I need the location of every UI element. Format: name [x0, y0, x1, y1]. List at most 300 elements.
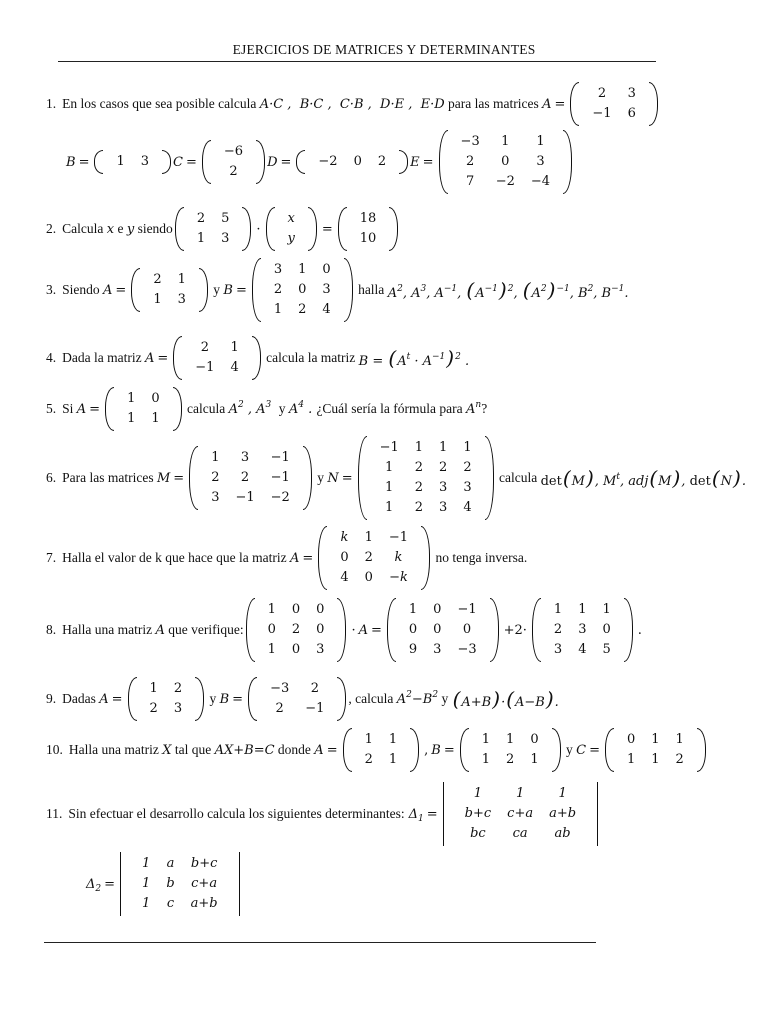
exercise-text: Sin efectuar el desarrollo calcula los siguientes determinantes:: [68, 806, 405, 821]
matrix-row: [457, 824, 584, 844]
exercise-text: calcula: [183, 401, 229, 416]
matrix-entry: 0: [433, 622, 442, 637]
matrix-entry: −1: [305, 701, 325, 716]
matrix-entry: 1: [506, 732, 515, 747]
matrix-entry: −2: [318, 154, 338, 169]
matrix-A: [173, 336, 260, 380]
matrix-row: [189, 229, 238, 249]
matrix-entry: 1: [651, 752, 660, 767]
exercise-number: 4.: [46, 350, 57, 365]
matrix-entry: 1: [501, 134, 510, 149]
matrix-C: [605, 728, 706, 772]
matrix-row: [332, 568, 416, 588]
exercise-text: calcula: [495, 470, 541, 485]
matrix-entry: 3: [240, 450, 250, 465]
exercise-number: 10.: [46, 742, 63, 757]
matrix-entry: c: [166, 896, 175, 911]
exercise-text: Halla una matriz: [62, 622, 156, 637]
matrix-B: [252, 258, 353, 322]
determinant-1: [443, 782, 598, 846]
matrix-entry: 1: [516, 786, 525, 801]
matrix-entry: 1: [481, 752, 491, 767]
matrix-A: [105, 387, 182, 431]
exercise-3: 3. Siendo A = 2 1 1 3 y B = 3 1 0 2 0 3 1 2 4 halla $A^2$, $A^3$, $A^{-1}$, $(A^{-1})^2$, $(A^2)^{-1}$, $B^2$, $B^{-1}$.: [46, 258, 629, 322]
matrix-row: [352, 229, 385, 249]
matrix-entry: 1: [153, 292, 162, 307]
footer-rule: [44, 942, 596, 943]
exercise-text: Para las matrices: [62, 470, 157, 485]
matrix-row: [280, 229, 303, 249]
matrix-entry: 0: [602, 622, 611, 637]
matrix-entry: −2: [495, 174, 515, 189]
matrix-row: [145, 270, 194, 290]
matrix-entry: 0: [322, 262, 331, 277]
matrix-row: [187, 358, 246, 378]
page-title: EJERCICIOS DE MATRICES Y DETERMINANTES: [232, 42, 536, 57]
matrix-name: A: [542, 96, 552, 112]
matrix-entry: −1: [457, 602, 477, 617]
matrix-D: [296, 150, 408, 174]
matrix-row: [189, 209, 238, 229]
matrix-entry: 2: [273, 282, 283, 297]
matrix-right: [532, 598, 633, 662]
matrix-row: [457, 784, 584, 804]
matrix-entry: 0: [530, 732, 539, 747]
matrix-table: [401, 600, 485, 660]
matrix-entry: 1: [267, 602, 276, 617]
matrix-entry: 1: [530, 752, 539, 767]
matrix-row: [352, 209, 385, 229]
exercise-text: que verifique:: [164, 622, 244, 637]
matrix-entry: 3: [273, 262, 283, 277]
matrix-left: [246, 598, 347, 662]
matrix-entry: 3: [221, 231, 230, 246]
matrix-entry: 2: [465, 154, 475, 169]
matrix-entry: 0: [316, 622, 325, 637]
matrix-entry: −1: [379, 440, 399, 455]
matrix-entry: 0: [151, 391, 160, 406]
matrix-entry: 2: [211, 470, 220, 485]
exercise-text: Calcula: [62, 221, 107, 236]
matrix-unknowns: [266, 207, 317, 251]
matrix-row: [310, 152, 394, 172]
matrix-entry: 2: [675, 752, 684, 767]
matrix-entry: 7: [465, 174, 475, 189]
matrix-entry: 1: [536, 134, 545, 149]
exercise-text: siendo: [134, 221, 173, 236]
matrix-entry: 3: [140, 154, 150, 169]
matrix-row: [357, 730, 406, 750]
product-list: A·C , B·C , C·B , D·E , E·D: [259, 96, 445, 112]
matrix-row: [546, 600, 619, 620]
matrix-entry: 2: [229, 164, 238, 179]
matrix-entry: 6: [627, 106, 636, 121]
matrix-entry: y: [287, 231, 295, 246]
matrix-B: [460, 728, 561, 772]
matrix-entry: 1: [553, 602, 563, 617]
matrix-entry: 3: [316, 642, 325, 657]
matrix-row: [619, 730, 692, 750]
matrix-name: B: [66, 154, 76, 170]
matrix-table: [119, 389, 168, 429]
matrix-row: [357, 750, 406, 770]
matrix-row: [119, 389, 168, 409]
matrix-entry: −2: [270, 490, 290, 505]
matrix-table: [142, 679, 191, 719]
matrix-entry: 0: [291, 642, 301, 657]
matrix-entry: 2: [377, 154, 387, 169]
matrix-entry: 0: [340, 550, 349, 565]
matrix-table: [262, 679, 332, 719]
matrix-row: [401, 620, 485, 640]
matrix-row: [401, 600, 485, 620]
matrix-entry: 1: [414, 440, 424, 455]
matrix-entry: 1: [626, 752, 636, 767]
matrix-entry: 3: [322, 282, 331, 297]
exercise-2: 2. Calcula x e y siendo 2 5 1 3 · x y = 18 10: [46, 207, 400, 251]
exercise-number: 11.: [46, 806, 63, 821]
exercise-text: para las matrices: [444, 96, 543, 111]
matrix-entry: 1: [196, 231, 206, 246]
matrix-entry: 2: [298, 302, 307, 317]
matrix-entry: c+a: [191, 876, 218, 891]
matrix-row: [262, 699, 332, 719]
matrix-entry: 1: [602, 602, 611, 617]
matrix-row: [119, 409, 168, 429]
matrix-row: [203, 488, 298, 508]
matrix-entry: a+b: [190, 896, 218, 911]
exercise-11: 11. Sin efectuar el desarrollo calcula los siguientes determinantes: $\Delta_1$ = 1 1 1 b+c c+a a+b bc ca ab: [46, 782, 600, 846]
matrix-entry: 1: [473, 786, 483, 801]
matrix-entry: 2: [240, 470, 250, 485]
matrix-entry: 4: [340, 570, 349, 585]
matrix-entry: k: [340, 530, 349, 545]
matrix-entry: 1: [408, 602, 418, 617]
matrix-row: [332, 528, 416, 548]
matrix-entry: 2: [506, 752, 515, 767]
matrix-entry: 9: [408, 642, 418, 657]
matrix-A: [131, 268, 208, 312]
matrix-entry: 1: [675, 732, 684, 747]
matrix-entry: ab: [554, 826, 571, 841]
matrix-table: [310, 152, 394, 172]
matrix-table: [372, 438, 480, 518]
matrix-entry: −3: [270, 681, 290, 696]
matrix-entry: −1: [235, 490, 255, 505]
matrix-table: [108, 152, 157, 172]
matrix-row: [266, 300, 339, 320]
matrix-entry: −1: [195, 360, 215, 375]
matrix-coefficients: [175, 207, 252, 251]
matrix-entry: 3: [173, 701, 183, 716]
matrix-table: [332, 528, 416, 588]
matrix-entry: 1: [142, 856, 151, 871]
matrix-row: [216, 142, 251, 162]
matrix-entry: 5: [602, 642, 611, 657]
matrix-entry: 1: [142, 876, 151, 891]
exercise-number: 3.: [46, 282, 57, 297]
matrix-entry: b+c: [464, 806, 492, 821]
matrix-row: [134, 854, 226, 874]
matrix-A: [318, 526, 430, 590]
matrix-entry: 1: [558, 786, 567, 801]
matrix-entry: 0: [626, 732, 636, 747]
matrix-row: [372, 458, 480, 478]
matrix-entry: 0: [291, 602, 301, 617]
exercise-text: calcula la matriz: [262, 350, 359, 365]
matrix-entry: 3: [439, 500, 448, 515]
matrix-entry: 0: [267, 622, 276, 637]
exercise-1: 1. En los casos que sea posible calcula A·C , B·C , C·B , D·E , E·D para las matrices A = 2 3 −1 6: [46, 82, 660, 126]
matrix-A: [570, 82, 657, 126]
matrix-entry: 18: [359, 211, 377, 226]
matrix-entry: 1: [230, 340, 239, 355]
matrix-table: [357, 730, 406, 770]
matrix-entry: 1: [481, 732, 491, 747]
exercise-6: 6. Para las matrices M = 1 3 −1 2 2 −1 3 −1 −2 y N = −1 1 1 1 1 2 2 2 1 2 3 3 1 2 3 4 calcula det(M), $M^t$, adj(M), det(N).: [46, 436, 746, 520]
matrix-C: [202, 140, 265, 184]
matrix-table: [280, 209, 303, 249]
header-rule: [58, 61, 656, 62]
exercise-text: Dada la matriz: [62, 350, 145, 365]
matrix-B: [248, 677, 346, 721]
matrix-entry: 0: [408, 622, 418, 637]
matrix-entry: 1: [388, 732, 398, 747]
exercise-text: , calcula: [348, 691, 397, 706]
matrix-name: E: [410, 154, 420, 170]
matrix-row: [280, 209, 303, 229]
matrix-row: [266, 280, 339, 300]
matrix-entry: 4: [322, 302, 331, 317]
matrix-row: [546, 620, 619, 640]
matrix-M: [189, 446, 312, 510]
matrix-table: [584, 84, 643, 124]
matrix-entry: −1: [270, 470, 290, 485]
matrix-row: [203, 468, 298, 488]
matrix-row: [134, 874, 226, 894]
matrix-row: [260, 640, 333, 660]
matrix-entry: 2: [173, 681, 183, 696]
exercise-text: Dadas: [62, 691, 100, 706]
matrix-B: [94, 150, 171, 174]
formula: (A+B)·(A−B).: [452, 687, 559, 711]
matrix-row: [401, 640, 485, 660]
matrix-entry: 2: [149, 701, 158, 716]
matrix-table: [260, 600, 333, 660]
matrix-row: [453, 132, 559, 152]
exercise-text: Halla el valor de k que hace que la matriz: [62, 550, 291, 565]
matrix-row: [372, 438, 480, 458]
matrix-row: [619, 750, 692, 770]
matrix-entry: 1: [298, 262, 307, 277]
matrix-entry: 3: [211, 490, 220, 505]
matrix-entry: ca: [512, 826, 528, 841]
matrix-entry: 2: [463, 460, 472, 475]
exercise-text: donde: [274, 742, 315, 757]
matrix-entry: 1: [651, 732, 660, 747]
matrix-entry: 1: [142, 896, 151, 911]
exercise-text: Halla una matriz: [68, 742, 163, 757]
exercise-11-delta-2: $\Delta_2$ = 1 a b+c 1 b c+a 1 c a+b: [86, 852, 242, 916]
matrix-row: [216, 162, 251, 182]
exercise-text: Siendo: [62, 282, 104, 297]
matrix-row: [266, 260, 339, 280]
matrix-row: [260, 600, 333, 620]
matrix-entry: 1: [364, 732, 373, 747]
matrix-entry: 3: [433, 642, 442, 657]
matrix-name: D: [267, 154, 278, 170]
matrix-row: [453, 172, 559, 192]
matrix-entry: 1: [211, 450, 220, 465]
exercise-1-matrices: B = 1 3 C = −6 2 D = −2 0 2 E = −3 1 1 2 0 3 7 −2 −4: [66, 130, 574, 194]
matrix-entry: 1: [273, 302, 283, 317]
matrix-middle: [387, 598, 499, 662]
matrix-entry: 1: [364, 530, 373, 545]
matrix-entry: 2: [414, 480, 424, 495]
matrix-row: [260, 620, 333, 640]
exercise-number: 6.: [46, 470, 57, 485]
matrix-entry: −1: [592, 106, 612, 121]
matrix-table: [474, 730, 547, 770]
matrix-E: [439, 130, 573, 194]
matrix-entry: 1: [463, 440, 472, 455]
exercise-text: y: [313, 470, 328, 485]
exercise-text: e: [114, 221, 127, 236]
matrix-entry: 1: [385, 500, 394, 515]
exercise-number: 1.: [46, 96, 57, 111]
matrix-row: [546, 640, 619, 660]
matrix-entry: x: [287, 211, 295, 226]
matrix-entry: 3: [553, 642, 563, 657]
matrix-entry: 0: [462, 622, 472, 637]
matrix-table: [619, 730, 692, 770]
matrix-row: [453, 152, 559, 172]
matrix-entry: b+c: [190, 856, 218, 871]
matrix-row: [142, 699, 191, 719]
exercise-text: ¿Cuál sería la fórmula para: [316, 401, 466, 416]
matrix-entry: 3: [578, 622, 587, 637]
matrix-entry: 2: [553, 622, 563, 637]
matrix-row: [372, 478, 480, 498]
determinant-2: [120, 852, 240, 916]
matrix-entry: 0: [316, 602, 325, 617]
exercise-number: 8.: [46, 622, 57, 637]
matrix-entry: 3: [463, 480, 472, 495]
matrix-entry: −6: [223, 144, 244, 159]
matrix-entry: 1: [127, 411, 136, 426]
matrix-A: [128, 677, 205, 721]
matrix-entry: 1: [149, 681, 158, 696]
matrix-entry: 2: [439, 460, 448, 475]
matrix-row: [187, 338, 246, 358]
matrix-entry: 3: [177, 292, 186, 307]
matrix-entry: 1: [439, 440, 448, 455]
matrix-entry: 3: [439, 480, 448, 495]
matrix-row: [108, 152, 157, 172]
matrix-row: [134, 894, 226, 914]
matrix-entry: 3: [536, 154, 545, 169]
matrix-entry: 0: [433, 602, 442, 617]
matrix-entry: k: [394, 550, 403, 565]
matrix-entry: 1: [177, 272, 186, 287]
matrix-entry: 4: [230, 360, 239, 375]
exercise-text: y: [209, 282, 224, 297]
matrix-entry: 2: [414, 500, 424, 515]
exercise-8: 8. Halla una matriz A que verifique: 1 0 0 0 2 0 1 0 3 · A = 1 0 −1 0 0 0 9 3 −3 +2· 1 1 1 2 3 0 3 4 5 .: [46, 598, 645, 662]
matrix-entry: 0: [501, 154, 510, 169]
matrix-row: [142, 679, 191, 699]
matrix-entry: 1: [578, 602, 587, 617]
matrix-entry: 1: [385, 460, 394, 475]
matrix-entry: 2: [364, 550, 373, 565]
exercise-10: 10. Halla una matriz X tal que AX+B=C donde A = 1 1 2 1 , B = 1 1 0 1 2 1 y C = 0 1 1 1 1 2: [46, 728, 708, 772]
matrix-table: [546, 600, 619, 660]
matrix-entry: 1: [116, 154, 125, 169]
exercise-number: 7.: [46, 550, 57, 565]
exercise-text: y: [206, 691, 220, 706]
matrix-entry: 1: [127, 391, 136, 406]
exercise-text: Si: [62, 401, 77, 416]
matrix-entry: 2: [153, 272, 162, 287]
exercise-5: 5. Si A = 1 0 1 1 calcula $A^2$ , $A^3$ y $A^4$ . ¿Cuál sería la fórmula para $A^n$ ?: [46, 387, 487, 431]
matrix-table: [134, 854, 226, 914]
formula: $B = (A^t \cdot A^{-1})^2$ .: [358, 346, 470, 370]
exercise-text: halla: [354, 282, 388, 297]
matrix-table: [352, 209, 385, 249]
matrix-table: [203, 448, 298, 508]
matrix-entry: b: [166, 876, 175, 891]
matrix-entry: 0: [353, 154, 362, 169]
matrix-table: [187, 338, 246, 378]
exercise-text: no tenga inversa.: [432, 550, 528, 565]
exercise-number: 2.: [46, 221, 57, 236]
matrix-entry: 2: [310, 681, 319, 696]
matrix-table: [216, 142, 251, 182]
matrix-entry: −1: [270, 450, 290, 465]
matrix-entry: 2: [275, 701, 284, 716]
matrix-entry: 1: [267, 642, 276, 657]
exercise-number: 5.: [46, 401, 57, 416]
matrix-row: [474, 730, 547, 750]
matrix-entry: c+a: [507, 806, 534, 821]
matrix-A: [343, 728, 420, 772]
matrix-row: [584, 104, 643, 124]
exercise-4: 4. Dada la matriz A = 2 1 −1 4 calcula la matriz $B = (A^t \cdot A^{-1})^2$ .: [46, 336, 469, 380]
exercise-number: 9.: [46, 691, 57, 706]
powers-list: $A^2$, $A^3$, $A^{-1}$, $(A^{-1})^2$, $(A^2)^{-1}$, $B^2$, $B^{-1}$.: [387, 278, 629, 302]
matrix-row: [457, 804, 584, 824]
matrix-entry: 2: [291, 622, 301, 637]
matrix-entry: 0: [364, 570, 373, 585]
exercise-9: 9. Dadas A = 1 2 2 3 y B = −3 2 2 −1 , calcula $A^2-B^2$ y (A+B)·(A−B).: [46, 677, 559, 721]
matrix-table: [189, 209, 238, 249]
matrix-entry: 4: [578, 642, 587, 657]
matrix-table: [145, 270, 194, 310]
exercise-text: En los casos que sea posible calcula: [62, 96, 260, 111]
matrix-name: C: [173, 154, 183, 170]
matrix-entry: 2: [597, 86, 607, 101]
matrix-N: [358, 436, 494, 520]
matrix-entry: 5: [221, 211, 230, 226]
matrix-row: [145, 290, 194, 310]
matrix-entry: −k: [389, 570, 408, 585]
matrix-entry: 2: [364, 752, 373, 767]
matrix-entry: 1: [388, 752, 398, 767]
matrix-entry: bc: [470, 826, 486, 841]
matrix-entry: −1: [388, 530, 409, 545]
matrix-row: [262, 679, 332, 699]
operations-list: det(M), $M^t$, adj(M), det(N).: [540, 466, 746, 490]
